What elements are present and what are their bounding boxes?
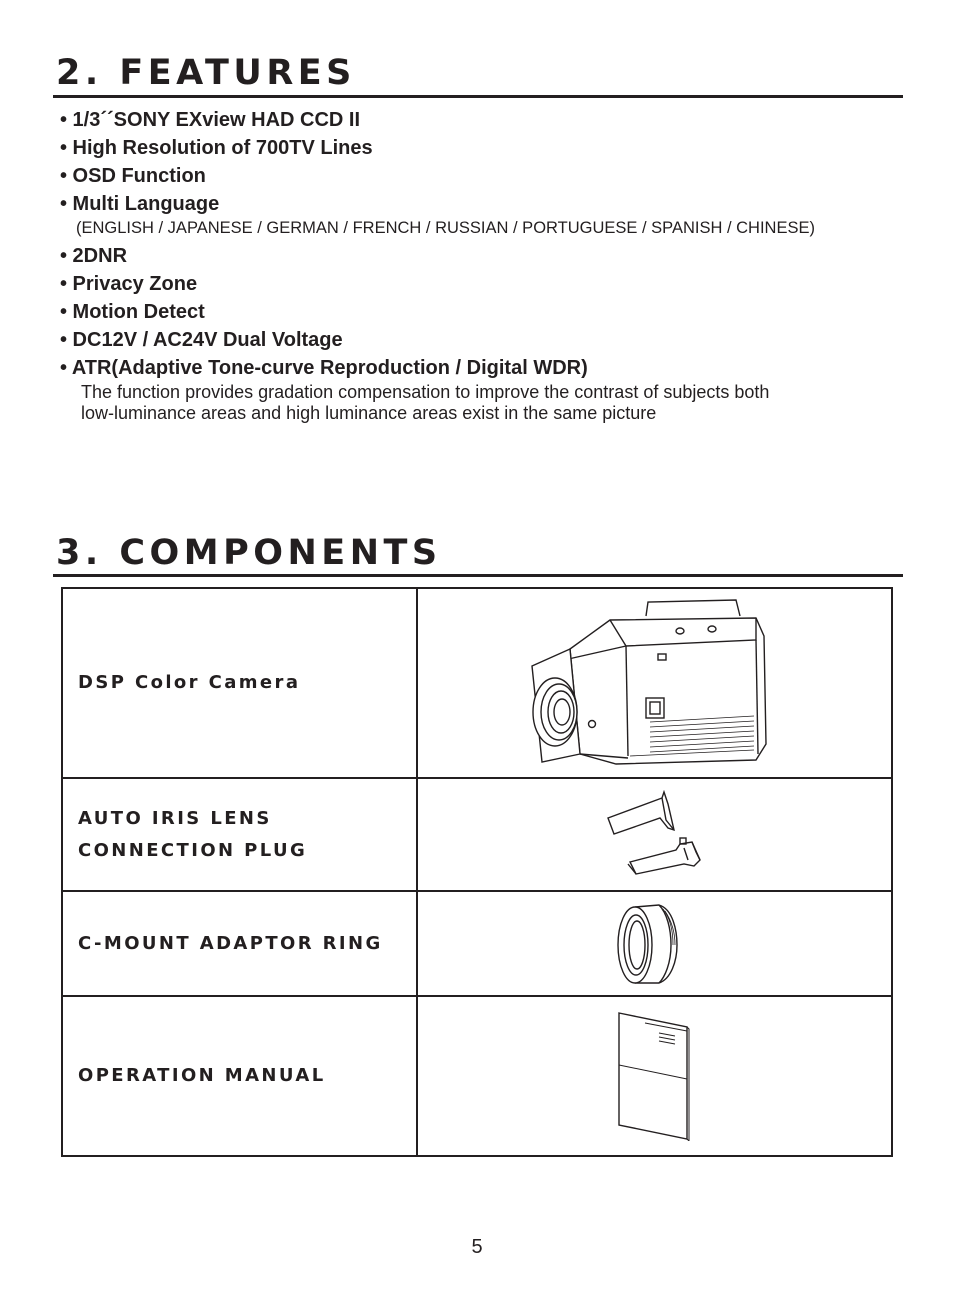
table-row — [62, 996, 892, 1156]
table-row — [62, 778, 892, 891]
feature-item: • Multi Language — [60, 193, 220, 215]
atr-description-line: The function provides gradation compensation to improve the contrast of subjects both — [81, 382, 770, 402]
atr-description-line: low-luminance areas and high luminance areas exist in the same picture — [81, 403, 657, 423]
features-rule — [53, 95, 903, 98]
feature-item: • Privacy Zone — [60, 273, 198, 295]
feature-item: • DC12V / AC24V Dual Voltage — [60, 329, 343, 351]
features-list — [60, 106, 920, 424]
camera-icon — [530, 594, 780, 772]
language-list: (ENGLISH / JAPANESE / GERMAN / FRENCH / RUSSIAN / PORTUGUESE / SPANISH / CHINESE) — [76, 219, 815, 237]
component-label: C-MOUNT ADAPTOR RING — [62, 891, 417, 996]
components-rule — [53, 574, 903, 577]
table-row — [62, 588, 892, 778]
feature-item: • OSD Function — [60, 165, 206, 187]
feature-item: • 2DNR — [60, 245, 128, 267]
component-label: CONNECTION PLUG — [78, 839, 308, 861]
manual-icon — [615, 1011, 695, 1141]
component-label: OPERATION MANUAL — [62, 996, 417, 1156]
page-number: 5 — [471, 1236, 483, 1258]
component-label: DSP Color Camera — [62, 588, 417, 778]
components-title: 3. COMPONENTS — [56, 533, 442, 573]
component-label: AUTO IRIS LENS — [78, 807, 272, 829]
adaptor-ring-icon — [615, 901, 695, 987]
components-table — [61, 587, 893, 1157]
feature-item: • Motion Detect — [60, 301, 205, 323]
features-title: 2. FEATURES — [56, 53, 356, 93]
table-row — [62, 891, 892, 996]
connection-plug-icon — [600, 790, 710, 880]
feature-item: • High Resolution of 700TV Lines — [60, 137, 373, 159]
feature-item: • 1/3´´SONY EXview HAD CCD II — [60, 109, 361, 131]
feature-item: • ATR(Adaptive Tone-curve Reproduction / Digital WDR) — [60, 357, 588, 379]
